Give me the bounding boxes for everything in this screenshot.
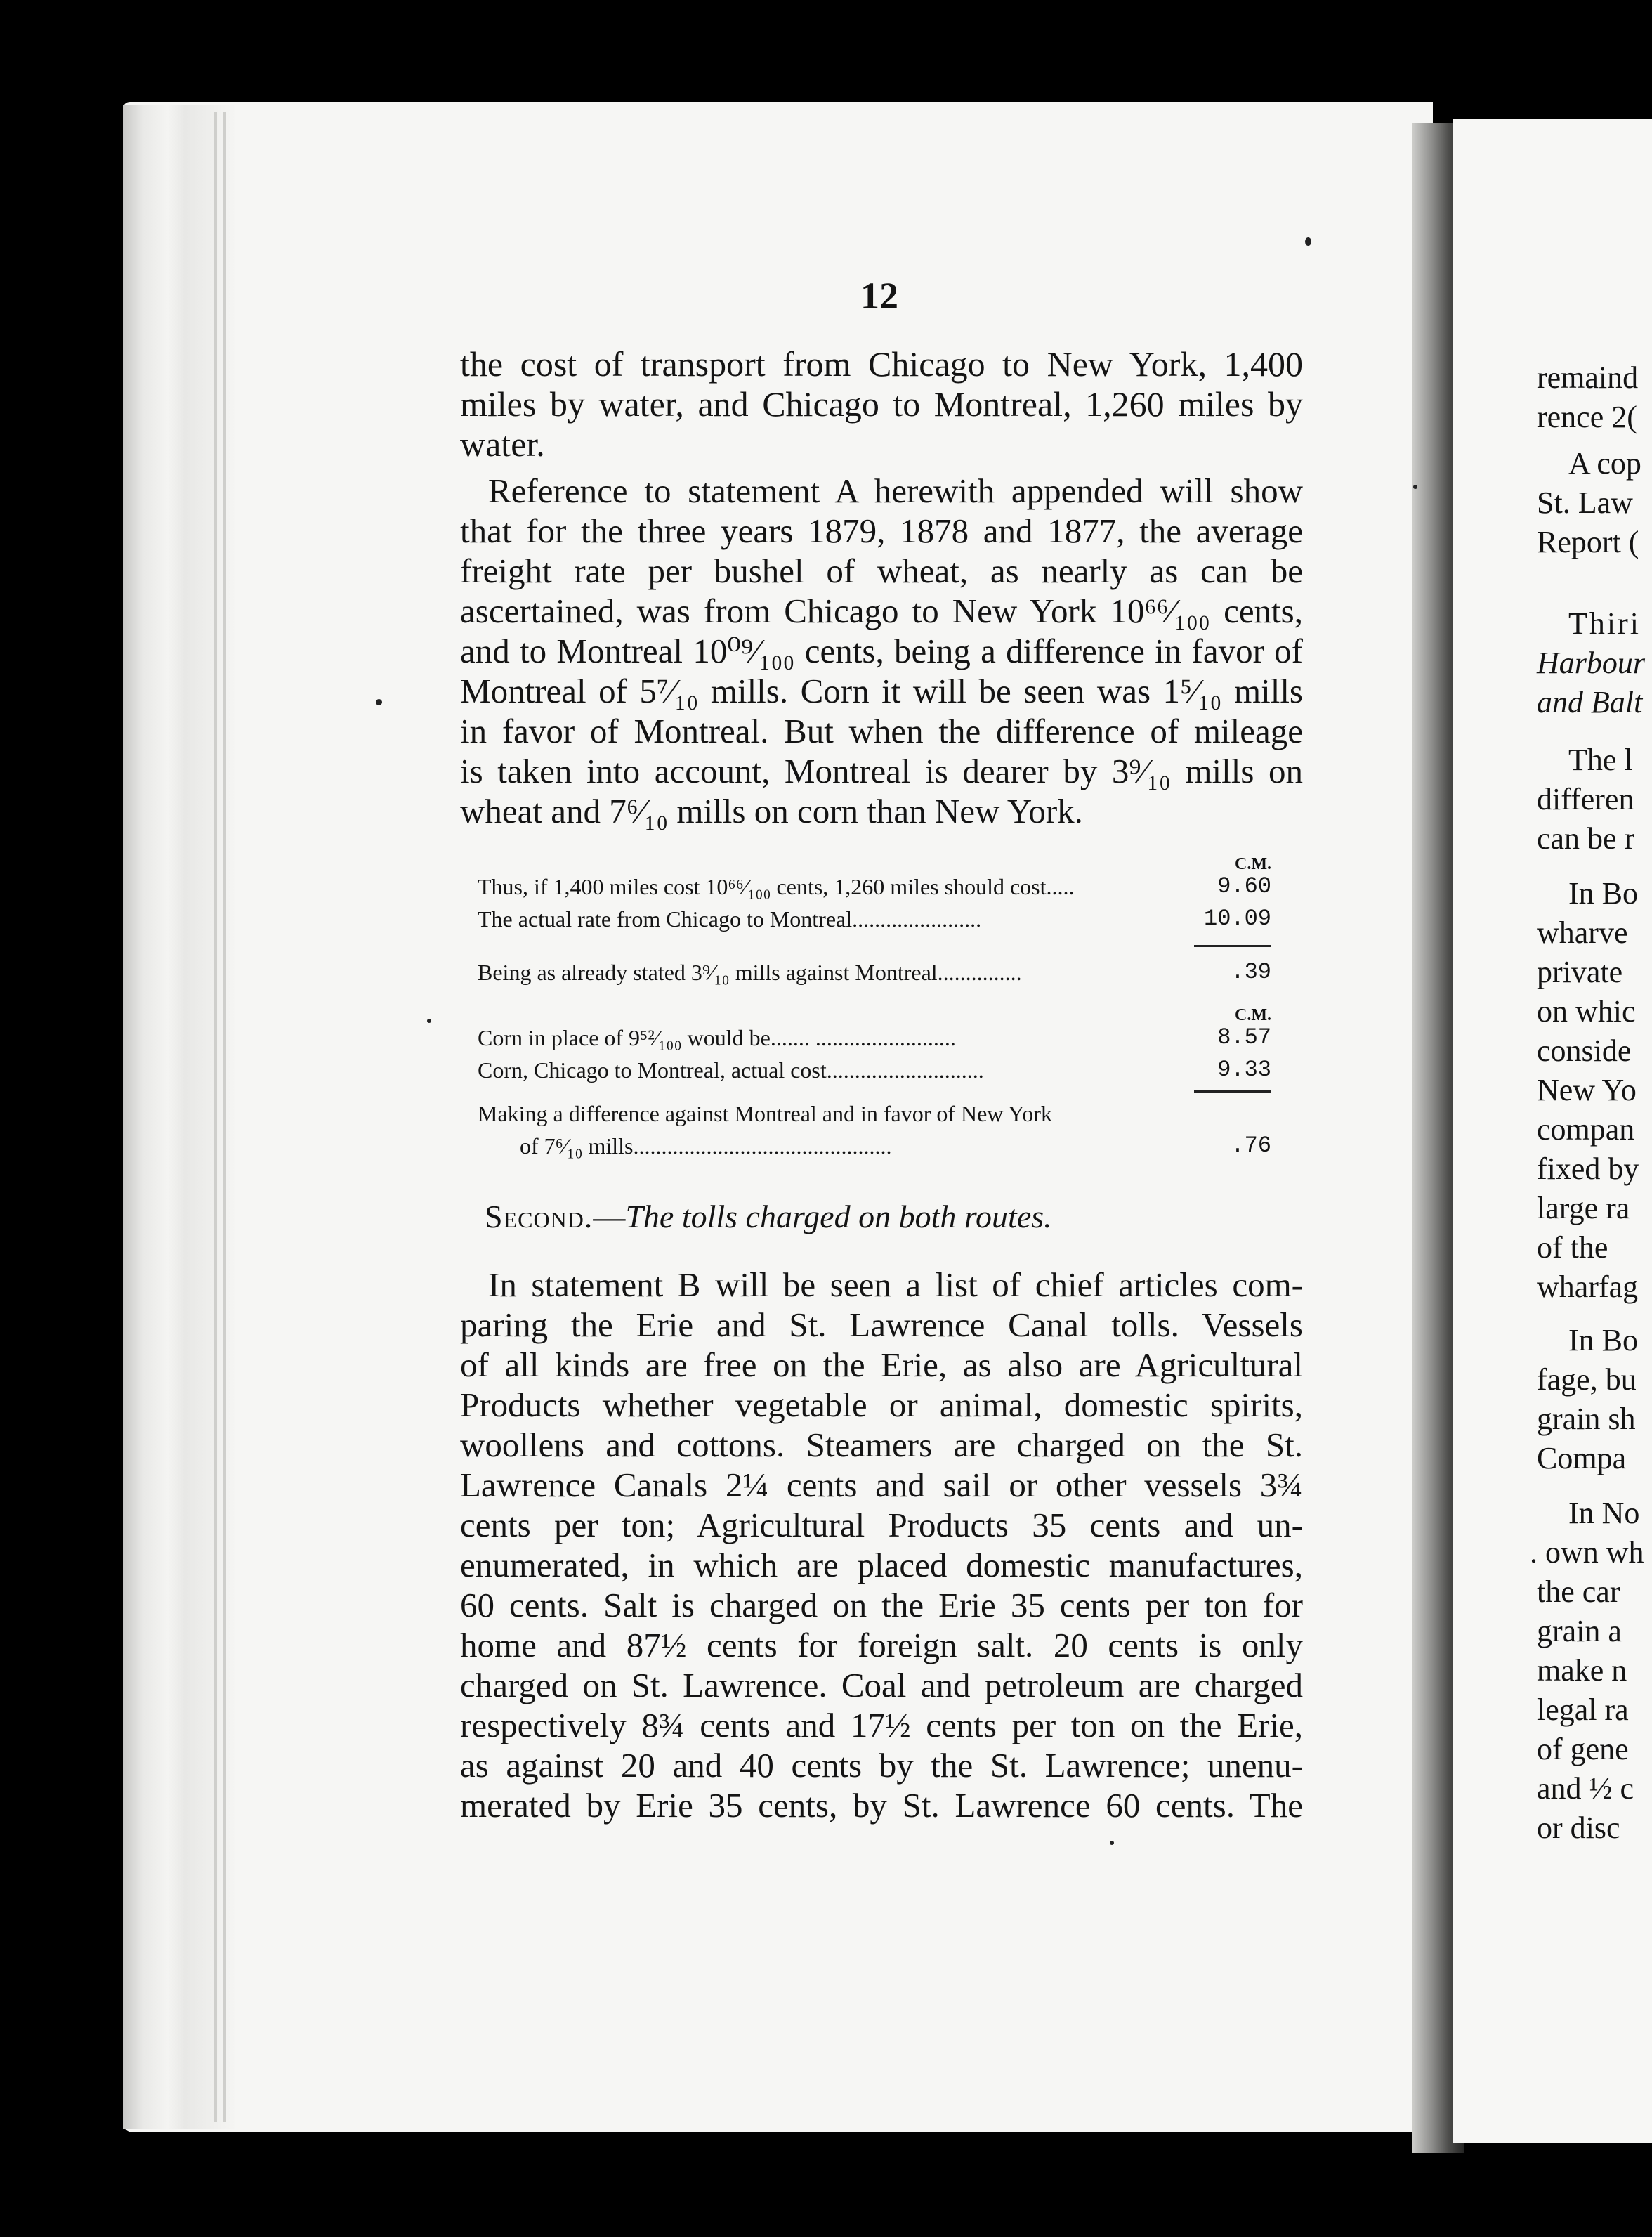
ink-speck (376, 699, 382, 705)
text-line: cents per ton; Agricultural Products 35 cents and un- (460, 1506, 1303, 1544)
right-page-line: conside (1537, 1033, 1632, 1068)
calc-row-label: Thus, if 1,400 miles cost 10⁶⁶⁄₁₀₀ cents, 1,260 miles should cost..... (478, 874, 1075, 899)
right-page-line: of the (1537, 1230, 1608, 1265)
right-page-line: Compa (1537, 1441, 1627, 1475)
text-line: as against 20 and 40 cents by the St. Lawrence; unenu- (460, 1746, 1303, 1785)
text-line: 60 cents. Salt is charged on the Erie 35 cents per ton for (460, 1586, 1303, 1624)
text-line: of all kinds are free on the Erie, as also are Agricultural (460, 1345, 1303, 1384)
right-page-line: legal ra (1537, 1693, 1629, 1727)
right-page-line: fage, bu (1537, 1362, 1637, 1397)
calc-row-value: 8.57 (1217, 1024, 1271, 1050)
text-line: merated by Erie 35 cents, by St. Lawrence 60 cents. The (460, 1786, 1303, 1825)
sum-rule (1194, 945, 1271, 947)
calc-rule-row (478, 935, 1271, 956)
section-heading-title: The tolls charged on both routes. (625, 1199, 1052, 1234)
calc-unit-label: C.M. (1235, 1006, 1271, 1024)
right-page-line: wharve (1537, 915, 1628, 950)
section-heading-lead: Second. (485, 1199, 594, 1234)
paragraph-statement-b (460, 1265, 1303, 1825)
text-line: water. (460, 424, 545, 464)
calc-row (478, 903, 1271, 935)
ink-speck (1413, 485, 1417, 489)
calc-row (478, 870, 1271, 903)
right-page-line: New Yo (1537, 1073, 1637, 1107)
calc-unit-label: C.M. (1235, 855, 1271, 873)
right-page-line: differen (1537, 782, 1634, 816)
text-line: enumerated, in which are placed domestic manufactures, (460, 1546, 1303, 1584)
sum-rule (1194, 1090, 1271, 1093)
text-line: in favor of Montreal. But when the difference of mileage (460, 712, 1303, 750)
right-page-line: wharfag (1537, 1270, 1639, 1304)
right-page-line: rence 2( (1537, 400, 1637, 434)
right-page-line: In No (1568, 1496, 1640, 1530)
right-page-line: In Bo (1568, 876, 1638, 911)
text-line: freight rate per bushel of wheat, as nearly as can be (460, 552, 1303, 590)
right-page-line: fixed by (1537, 1152, 1639, 1186)
right-page-line: A cop (1568, 446, 1641, 481)
text-line: and to Montreal 10⁰⁹⁄₁₀₀ cents, being a difference in favor of (460, 632, 1303, 670)
right-page-line: Harbour (1537, 646, 1646, 680)
calc-result-row (478, 956, 1271, 989)
calc-result-label: Making a difference against Montreal and in favor of New York (478, 1101, 1052, 1126)
right-page-line: the car (1537, 1574, 1620, 1609)
right-page-line: of gene (1537, 1732, 1629, 1766)
page-edge-line (223, 112, 226, 2122)
calc-unit-row (478, 1005, 1271, 1022)
calc-row-label: Corn in place of 9⁵²⁄₁₀₀ would be....... ......................... (478, 1025, 956, 1050)
right-page-line: on whic (1537, 994, 1636, 1029)
ink-speck (1110, 1841, 1114, 1845)
text-line: Lawrence Canals 2¼ cents and sail or other vessels 3¾ (460, 1466, 1303, 1504)
calc-result-value: .76 (1231, 1133, 1271, 1159)
text-line: ascertained, was from Chicago to New York 10⁶⁶⁄₁₀₀ cents, (460, 592, 1303, 630)
text-line: the cost of transport from Chicago to New York, 1,400 (460, 344, 1303, 384)
calc-unit-row (478, 854, 1271, 873)
calc-result-label: Being as already stated 3⁹⁄₁₀ mills against Montreal............... (478, 960, 1022, 985)
page-edge-strip (123, 105, 235, 2129)
right-page-line: compan (1537, 1112, 1635, 1147)
right-page-line: grain a (1537, 1614, 1622, 1648)
section-heading-dash: — (593, 1199, 626, 1234)
text-line: Products whether vegetable or animal, domestic spirits, (460, 1385, 1303, 1424)
calc-row-label: Corn, Chicago to Montreal, actual cost............................ (478, 1057, 984, 1083)
calc-wheat-table (478, 854, 1271, 989)
text-line: Montreal of 5⁷⁄₁₀ mills. Corn it will be seen was 1⁵⁄₁₀ mills (460, 672, 1303, 710)
right-page-line: or disc (1537, 1811, 1620, 1845)
calc-row-label: The actual rate from Chicago to Montreal....................... (478, 906, 982, 932)
calc-result-row (478, 1130, 1271, 1162)
ink-speck (427, 1019, 431, 1023)
text-line: wheat and 7⁶⁄₁₀ mills on corn than New York. (460, 792, 1083, 830)
right-page-line: The l (1568, 743, 1633, 777)
page-edge-line (214, 112, 217, 2122)
right-page-line: large ra (1537, 1191, 1630, 1225)
right-page-line: and ½ c (1537, 1771, 1634, 1806)
right-page-line: . own wh (1530, 1535, 1644, 1570)
right-page-line: Report ( (1537, 525, 1639, 559)
paragraph-statement-a (460, 471, 1303, 831)
right-page-line: private (1537, 955, 1623, 989)
right-page (1453, 119, 1652, 2143)
ink-speck (1305, 237, 1311, 246)
right-page-line: can be r (1537, 821, 1635, 856)
text-line: In statement B will be seen a list of chief articles com- (488, 1265, 1303, 1304)
text-line: paring the Erie and St. Lawrence Canal tolls. Vessels (460, 1305, 1303, 1344)
text-line: Reference to statement A herewith appended will show (488, 471, 1303, 510)
calc-result-label: of 7⁶⁄₁₀ mills.............................................. (520, 1133, 892, 1159)
text-line: is taken into account, Montreal is dearer by 3⁹⁄₁₀ mills on (460, 752, 1303, 790)
page-number: 12 (860, 275, 898, 317)
calc-row-value: 10.09 (1203, 906, 1271, 932)
text-line: miles by water, and Chicago to Montreal, 1,260 miles by (460, 384, 1303, 424)
text-line: home and 87½ cents for foreign salt. 20 cents is only (460, 1626, 1303, 1664)
right-page-line: St. Law (1537, 485, 1633, 520)
calc-result-row (478, 1097, 1271, 1130)
right-page-line: grain sh (1537, 1402, 1636, 1436)
calc-row-value: 9.60 (1217, 873, 1271, 899)
text-line: that for the three years 1879, 1878 and 1877, the average (460, 511, 1303, 550)
right-page-line: and Balt (1537, 685, 1643, 719)
calc-row (478, 1022, 1271, 1054)
right-page-line: remaind (1537, 360, 1639, 395)
calc-row-value: 9.33 (1217, 1057, 1271, 1083)
right-page-line: make n (1537, 1653, 1627, 1688)
right-page-line: Thiri (1568, 606, 1641, 641)
text-line: respectively 8¾ cents and 17½ cents per ton on the Erie, (460, 1706, 1303, 1744)
calc-corn-table (478, 1005, 1271, 1162)
intro-paragraph (460, 344, 1303, 464)
right-page-line: In Bo (1568, 1323, 1638, 1357)
section-heading-second (485, 1198, 1052, 1235)
calc-result-value: .39 (1231, 959, 1271, 985)
calc-rule-row (478, 1086, 1271, 1097)
text-line: charged on St. Lawrence. Coal and petroleum are charged (460, 1666, 1303, 1704)
text-line: woollens and cottons. Steamers are charged on the St. (460, 1426, 1303, 1464)
calc-row (478, 1054, 1271, 1086)
